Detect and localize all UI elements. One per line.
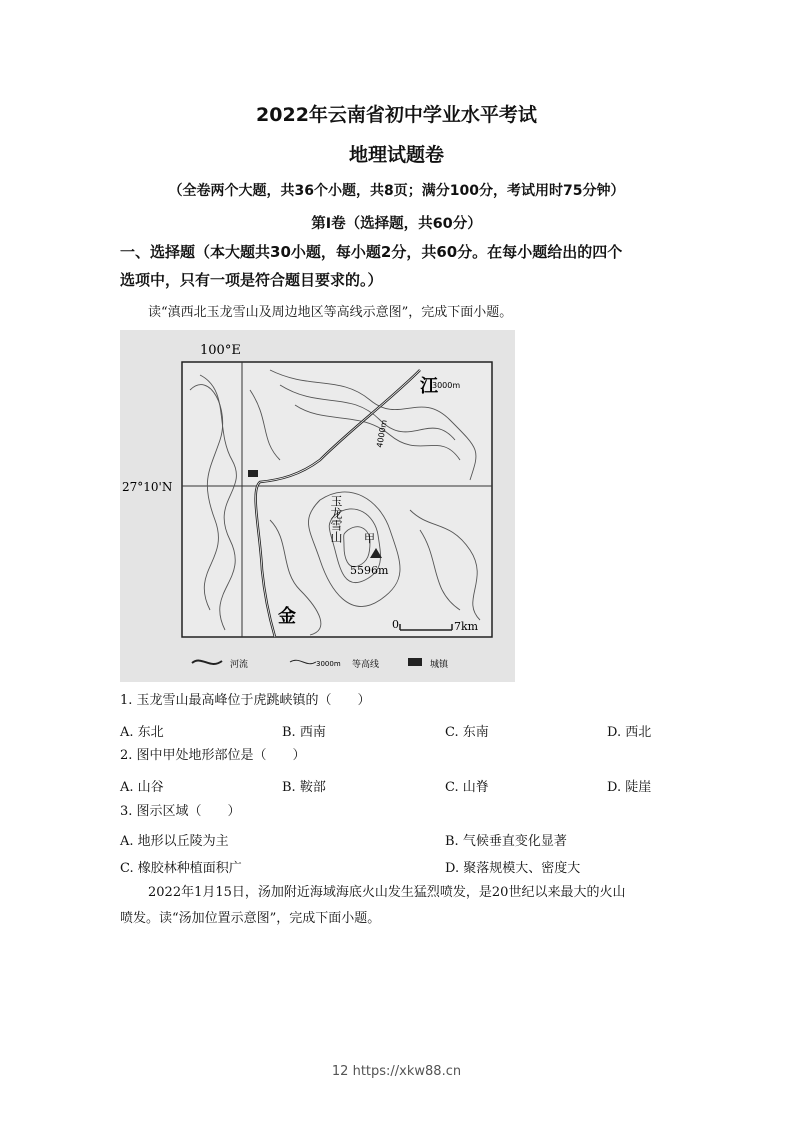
question-2-option-b: B. 鞍部	[282, 780, 326, 795]
legend-river-label: 河流	[230, 660, 249, 670]
question-3-option-a: A. 地形以丘陵为主	[120, 834, 229, 849]
question-1-option-d: D. 西北	[607, 725, 652, 740]
part-title: 第Ⅰ卷（选择题，共60分）	[311, 216, 482, 232]
question-3-stem: 3. 图示区域（ ）	[120, 804, 241, 819]
legend-town-symbol	[408, 658, 422, 666]
section-heading-line-1: 一、选择题（本大题共30小题，每小题2分，共60分。在每小题给出的四个	[120, 243, 623, 261]
legend-contour-label: 等高线	[352, 660, 380, 670]
page-footer: 12 https://xkw88.cn	[331, 1064, 462, 1079]
section-heading-line-2: 选项中，只有一项是符合题目要求的。）	[120, 271, 383, 289]
latitude-label: 27°10'N	[122, 480, 173, 494]
exam-info: （全卷两个大题，共36个小题，共8页；满分100分，考试用时75分钟）	[168, 183, 625, 199]
question-2-stem: 2. 图中甲处地形部位是（ ）	[120, 748, 306, 763]
section-heading	[120, 238, 680, 294]
scale-distance-label: 7km	[454, 620, 479, 633]
question-2-option-d: D. 陡崖	[607, 780, 652, 795]
question-3-option-c: C. 橡胶林种植面积广	[120, 861, 242, 876]
river-label-jiang: 江	[420, 376, 438, 397]
town-icon	[248, 470, 258, 477]
intro-text-2-line-1: 2022年1月15日，汤加附近海域海底火山发生猛烈喷发，是20世纪以来最大的火山	[148, 885, 626, 900]
question-3-option-d: D. 聚落规模大、密度大	[445, 861, 581, 876]
mountain-label: 玉龙雪山	[329, 495, 343, 543]
intro-text-2-line-2: 喷发。读“汤加位置示意图”，完成下面小题。	[120, 911, 381, 926]
longitude-label: 100°E	[200, 343, 241, 358]
question-2-option-a: A. 山谷	[120, 780, 164, 795]
contour-label-4000: 4000m	[375, 419, 389, 449]
river-label-jin: 金	[278, 606, 296, 627]
legend-town-label: 城镇	[430, 660, 449, 670]
exam-title: 2022年云南省初中学业水平考试	[256, 104, 537, 126]
point-jia-label: 甲	[364, 532, 375, 545]
question-1-option-c: C. 东南	[445, 725, 489, 740]
question-1-stem: 1. 玉龙雪山最高峰位于虎跳峡镇的（ ）	[120, 693, 371, 708]
contour-map-svg	[120, 330, 515, 682]
question-3-option-b: B. 气候垂直变化显著	[445, 834, 567, 849]
contour-map	[120, 330, 515, 682]
question-1-option-b: B. 西南	[282, 725, 326, 740]
question-1-option-a: A. 东北	[120, 725, 164, 740]
legend-contour-value: 3000m	[316, 660, 341, 668]
intro-text-1: 读“滇西北玉龙雪山及周边地区等高线示意图”，完成下面小题。	[148, 305, 513, 320]
peak-elevation-label: 5596m	[350, 564, 389, 577]
exam-subtitle: 地理试题卷	[348, 144, 444, 166]
contour-label-3000: 3000m	[432, 381, 461, 390]
scale-zero-label: 0	[392, 618, 399, 631]
question-2-option-c: C. 山脊	[445, 780, 489, 795]
